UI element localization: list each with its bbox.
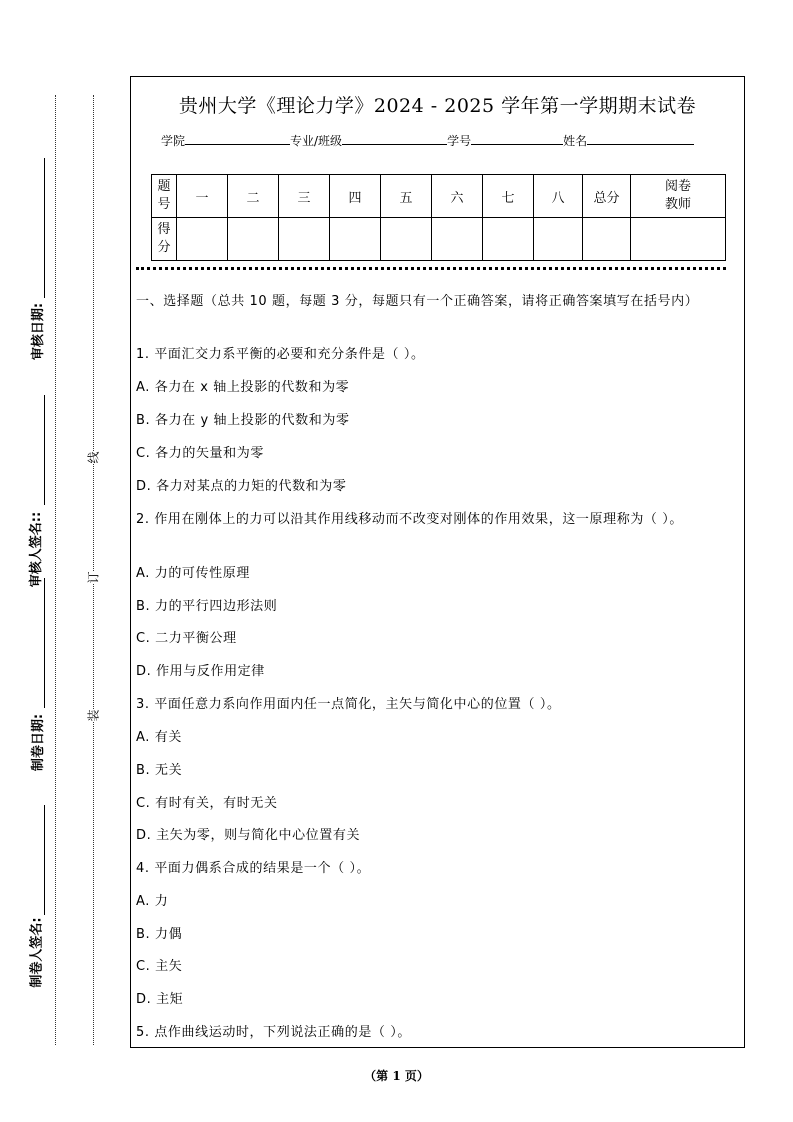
score-table-header-row bbox=[152, 175, 726, 218]
dotted-line-inner bbox=[93, 95, 94, 1045]
score-table-score-row bbox=[152, 218, 726, 261]
reviewer-header-line1: 阅卷 bbox=[664, 179, 691, 194]
score-cell-total[interactable] bbox=[583, 218, 631, 261]
major-label: 专业/班级 bbox=[290, 134, 343, 148]
col-header: 五 bbox=[381, 175, 432, 218]
student-id-label: 学号 bbox=[447, 134, 472, 148]
score-cell[interactable] bbox=[381, 218, 432, 261]
question-2-option-a: A. 力的可传性原理 bbox=[136, 566, 250, 581]
score-cell[interactable] bbox=[330, 218, 381, 261]
score-cell-reviewer[interactable] bbox=[631, 218, 726, 261]
question-1-stem: 1. 平面汇交力系平衡的必要和充分条件是（ ）。 bbox=[136, 347, 425, 362]
question-3-option-b: B. 无关 bbox=[136, 763, 183, 778]
reviewer-header bbox=[631, 175, 726, 218]
question-4-option-c: C. 主矢 bbox=[136, 959, 183, 974]
col-header: 七 bbox=[483, 175, 534, 218]
col-header: 四 bbox=[330, 175, 381, 218]
question-4-option-a: A. 力 bbox=[136, 894, 169, 909]
exam-frame bbox=[130, 76, 745, 1048]
question-1-option-c: C. 各力的矢量和为零 bbox=[136, 446, 264, 461]
question-3-option-a: A. 有关 bbox=[136, 730, 182, 745]
question-2-stem: 2. 作用在刚体上的力可以沿其作用线移动而不改变对刚体的作用效果，这一原理称为（ ）。 bbox=[136, 512, 683, 527]
student-id-field[interactable] bbox=[471, 132, 563, 145]
score-cell[interactable] bbox=[279, 218, 330, 261]
col-header: 六 bbox=[432, 175, 483, 218]
col-header: 三 bbox=[279, 175, 330, 218]
score-cell[interactable] bbox=[228, 218, 279, 261]
row-header-tihao: 题号 bbox=[152, 175, 177, 218]
reviewer-signature-label: 审核人签名:: bbox=[29, 511, 45, 588]
college-field[interactable] bbox=[185, 132, 290, 145]
question-4-option-d: D. 主矩 bbox=[136, 992, 184, 1007]
col-header: 八 bbox=[534, 175, 583, 218]
col-header: 二 bbox=[228, 175, 279, 218]
question-2-option-c: C. 二力平衡公理 bbox=[136, 631, 237, 646]
score-table bbox=[151, 174, 726, 261]
name-label: 姓名 bbox=[563, 134, 588, 148]
page-title: 贵州大学《理论力学》2024 - 2025 学年第一学期期末试卷 bbox=[178, 95, 697, 117]
score-cell[interactable] bbox=[483, 218, 534, 261]
score-cell[interactable] bbox=[432, 218, 483, 261]
major-field[interactable] bbox=[342, 132, 447, 145]
reviewer-date-label: 审核日期: bbox=[31, 302, 47, 361]
col-header: 一 bbox=[177, 175, 228, 218]
bind-xian: 线 bbox=[83, 451, 104, 463]
question-3-option-d: D. 主矢为零，则与简化中心位置有关 bbox=[136, 828, 361, 843]
name-field[interactable] bbox=[587, 132, 694, 145]
maker-date-label: 制卷日期: bbox=[31, 713, 47, 772]
score-cell[interactable] bbox=[177, 218, 228, 261]
question-4-option-b: B. 力偶 bbox=[136, 927, 183, 942]
question-1-option-b: B. 各力在 y 轴上投影的代数和为零 bbox=[136, 413, 350, 428]
student-info-row bbox=[161, 132, 694, 149]
maker-date-line[interactable] bbox=[44, 578, 45, 708]
question-1-option-a: A. 各力在 x 轴上投影的代数和为零 bbox=[136, 380, 350, 395]
page-number: （第 1 页） bbox=[364, 1069, 429, 1083]
maker-signature-line[interactable] bbox=[44, 805, 45, 915]
question-5-stem: 5. 点作曲线运动时，下列说法正确的是（ ）。 bbox=[136, 1025, 411, 1040]
score-cell[interactable] bbox=[534, 218, 583, 261]
bind-zhuang: 装 bbox=[83, 709, 104, 721]
col-header: 总分 bbox=[583, 175, 631, 218]
reviewer-header-line2: 教师 bbox=[664, 197, 691, 212]
question-4-stem: 4. 平面力偶系合成的结果是一个（ ）。 bbox=[136, 861, 371, 876]
dotted-line-outer bbox=[55, 95, 56, 1045]
question-1-option-d: D. 各力对某点的力矩的代数和为零 bbox=[136, 479, 347, 494]
question-2-option-b: B. 力的平行四边形法则 bbox=[136, 599, 278, 614]
section-divider bbox=[136, 267, 726, 270]
college-label: 学院 bbox=[161, 134, 186, 148]
reviewer-signature-line[interactable] bbox=[44, 395, 45, 505]
row-header-defen: 得分 bbox=[152, 218, 177, 261]
question-2-option-d: D. 作用与反作用定律 bbox=[136, 664, 265, 679]
question-3-stem: 3. 平面任意力系向作用面内任一点简化，主矢与简化中心的位置（ ）。 bbox=[136, 697, 561, 712]
reviewer-date-line[interactable] bbox=[44, 158, 45, 298]
maker-signature-label: 制卷人签名: bbox=[29, 917, 45, 988]
section1-header: 一、选择题（总共 10 题，每题 3 分，每题只有一个正确答案，请将正确答案填写在括号内） bbox=[136, 294, 699, 309]
question-3-option-c: C. 有时有关，有时无关 bbox=[136, 796, 278, 811]
bind-ding: 订 bbox=[83, 571, 104, 583]
